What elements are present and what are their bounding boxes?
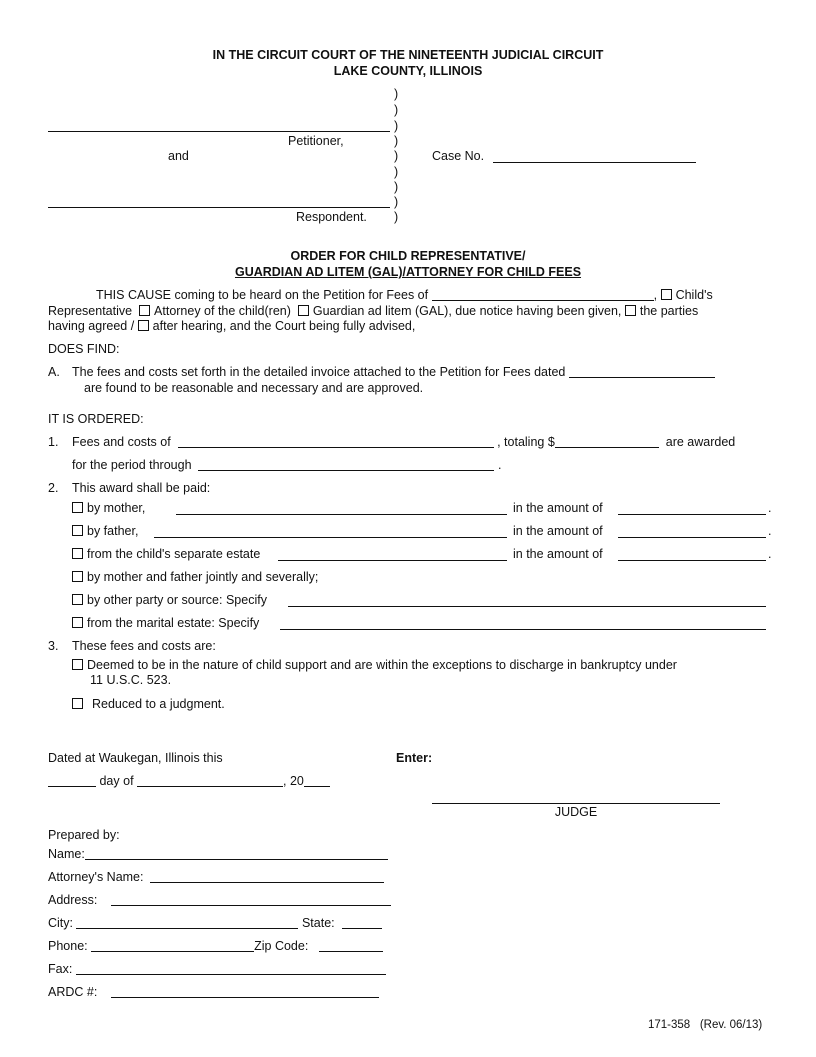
respondent-label: Respondent. — [296, 210, 367, 224]
order-title-line2: GUARDIAN AD LITEM (GAL)/ATTORNEY FOR CHILD FEES — [234, 265, 582, 279]
by-father-field[interactable] — [154, 537, 507, 538]
after-hearing-checkbox[interactable] — [138, 320, 149, 331]
total-amount-field[interactable] — [555, 435, 659, 448]
other-party-row: by other party or source: Specify — [72, 593, 267, 607]
day-of-row: day of , 20 — [48, 774, 330, 788]
marital-field[interactable] — [280, 629, 766, 630]
zip-field[interactable] — [319, 939, 383, 952]
item2-text: This award shall be paid: — [72, 481, 211, 495]
fax-row: Fax: — [48, 962, 386, 976]
county-heading: LAKE COUNTY, ILLINOIS — [333, 64, 483, 78]
prepared-heading: Prepared by: — [48, 828, 120, 842]
from-estate-amount-field[interactable] — [618, 560, 766, 561]
does-find-heading: DOES FIND: — [48, 342, 120, 356]
dated-label: Dated at Waukegan, Illinois this — [48, 751, 223, 765]
by-father-checkbox[interactable] — [72, 525, 83, 536]
fax-field[interactable] — [76, 962, 386, 975]
judge-signature-line[interactable] — [432, 803, 720, 804]
name-row: Name: — [48, 847, 388, 861]
deemed-checkbox[interactable] — [72, 659, 83, 670]
parties-agreed-checkbox[interactable] — [625, 305, 636, 316]
enter-label: Enter: — [396, 751, 433, 765]
from-estate-row: from the child's separate estate — [72, 547, 260, 561]
item3-marker: 3. — [48, 639, 59, 653]
other-party-checkbox[interactable] — [72, 594, 83, 605]
city-field[interactable] — [76, 916, 298, 929]
case-no-field[interactable] — [493, 162, 696, 163]
finding-a-marker: A. — [48, 365, 60, 379]
petition-date-field[interactable] — [569, 365, 715, 378]
order-title-line1: ORDER FOR CHILD REPRESENTATIVE/ — [290, 249, 526, 263]
from-estate-field[interactable] — [278, 560, 507, 561]
from-estate-dot: . — [768, 547, 772, 561]
by-father-dot: . — [768, 524, 772, 538]
phone-field[interactable] — [91, 939, 254, 952]
phone-row: Phone: Zip Code: — [48, 939, 383, 953]
day-field[interactable] — [48, 774, 96, 787]
finding-a-line2: are found to be reasonable and necessary and are approved. — [84, 381, 424, 395]
name-field[interactable] — [85, 847, 388, 860]
state-field[interactable] — [342, 916, 382, 929]
item3-text: These fees and costs are: — [72, 639, 216, 653]
ordered-heading: IT IS ORDERED: — [48, 412, 144, 426]
court-heading: IN THE CIRCUIT COURT OF THE NINETEENTH JUDICIAL CIRCUIT — [212, 48, 604, 62]
other-party-field[interactable] — [288, 606, 766, 607]
ardc-row: ARDC #: — [48, 985, 379, 999]
item2-marker: 2. — [48, 481, 59, 495]
item1-line1: Fees and costs of , totaling $ are awarded — [72, 435, 736, 449]
by-father-amount-field[interactable] — [618, 537, 766, 538]
form-number: 171-358 (Rev. 06/13) — [648, 1019, 763, 1031]
petitioner-name-field[interactable] — [432, 288, 654, 301]
by-mother-dot: . — [768, 501, 772, 515]
item1-line2: for the period through . — [72, 458, 502, 472]
by-mother-row: by mother, — [72, 501, 145, 515]
jointly-checkbox[interactable] — [72, 571, 83, 582]
petitioner-label: Petitioner, — [288, 134, 344, 148]
by-father-row: by father, — [72, 524, 138, 538]
address-row: Address: — [48, 893, 391, 907]
deemed-line2: 11 U.S.C. 523. — [90, 673, 172, 687]
marital-row: from the marital estate: Specify — [72, 616, 259, 630]
by-mother-checkbox[interactable] — [72, 502, 83, 513]
city-row: City: State: — [48, 916, 382, 930]
marital-checkbox[interactable] — [72, 617, 83, 628]
by-mother-amount-field[interactable] — [618, 514, 766, 515]
jointly-row: by mother and father jointly and severally; — [72, 570, 318, 584]
item1-marker: 1. — [48, 435, 59, 449]
by-father-amount-label: in the amount of — [513, 524, 603, 538]
month-field[interactable] — [137, 774, 283, 787]
judge-label: JUDGE — [554, 805, 598, 819]
year-field[interactable] — [304, 774, 330, 787]
attorney-row: Attorney's Name: — [48, 870, 384, 884]
ardc-field[interactable] — [111, 985, 379, 998]
childs-representative-checkbox[interactable] — [661, 289, 672, 300]
intro-line3: having agreed / after hearing, and the Court being fully advised, — [48, 319, 416, 333]
finding-a-line1: The fees and costs set forth in the detailed invoice attached to the Petition for Fees dated — [72, 365, 715, 379]
reduced-checkbox[interactable] — [72, 698, 83, 709]
address-field[interactable] — [111, 893, 391, 906]
deemed-row: Deemed to be in the nature of child support and are within the exceptions to discharge in bankruptcy under — [72, 658, 677, 672]
period-through-field[interactable] — [198, 458, 494, 471]
intro-line2: Representative Attorney of the child(ren) Guardian ad litem (GAL), due notice having been given, the parties — [48, 304, 699, 318]
attorney-name-field[interactable] — [150, 870, 384, 883]
intro-line1: THIS CAUSE coming to be heard on the Petition for Fees of , Child's — [96, 288, 713, 302]
from-estate-checkbox[interactable] — [72, 548, 83, 559]
reduced-row: Reduced to a judgment. — [72, 697, 225, 711]
attorney-child-checkbox[interactable] — [139, 305, 150, 316]
fees-of-field[interactable] — [178, 435, 494, 448]
and-label: and — [168, 149, 189, 163]
gal-checkbox[interactable] — [298, 305, 309, 316]
by-mother-field[interactable] — [176, 514, 507, 515]
petitioner-line[interactable] — [48, 131, 390, 132]
by-mother-amount-label: in the amount of — [513, 501, 603, 515]
case-no-label: Case No. — [432, 149, 485, 163]
from-estate-amount-label: in the amount of — [513, 547, 603, 561]
respondent-line[interactable] — [48, 207, 390, 208]
